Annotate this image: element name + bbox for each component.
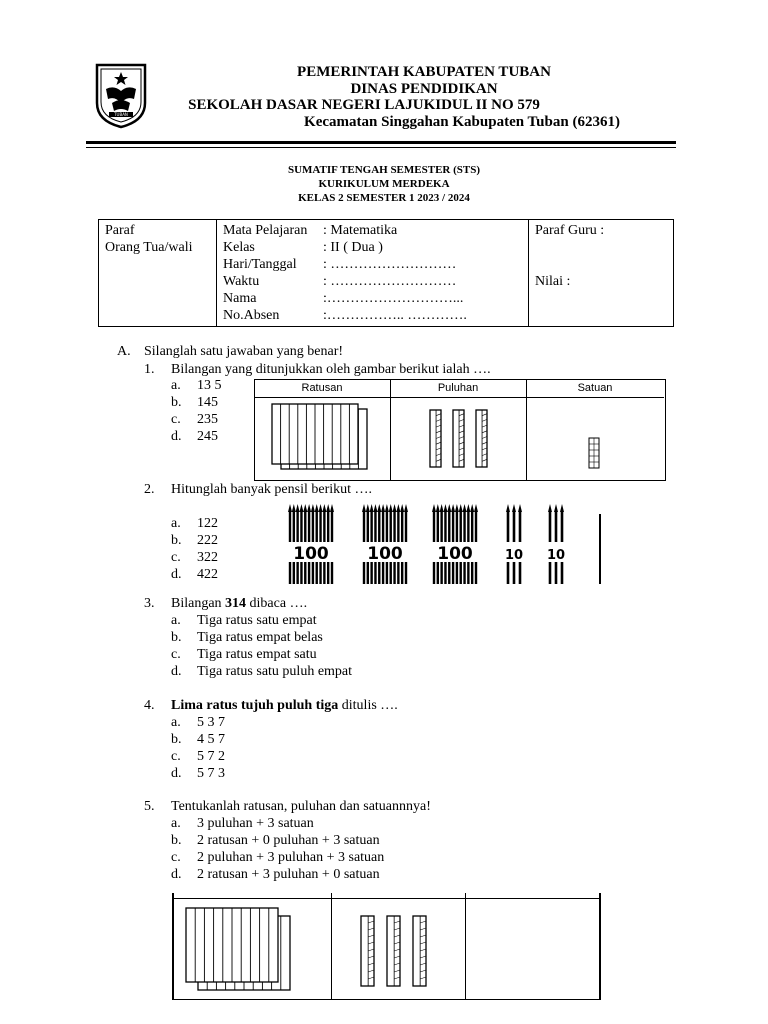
question-3-number: 3.	[144, 596, 155, 611]
header-rule-thin	[86, 147, 676, 148]
ten-rod-block	[476, 410, 487, 467]
question-4-text: Lima ratus tujuh puluh tiga ditulis ….	[171, 698, 398, 713]
q3-option-d[interactable]: d. Tiga ratus satu puluh empat	[171, 664, 353, 679]
question-5-text: Tentukanlah ratusan, puluhan dan satuannnya!	[171, 799, 431, 814]
parent-signature-label-2: Orang Tua/wali	[105, 240, 193, 255]
q1-header-puluhan: Puluhan	[437, 382, 479, 394]
exam-title: SUMATIF TENGAH SEMESTER (STS)	[287, 164, 481, 176]
q1-header-satuan: Satuan	[577, 382, 613, 394]
field-label-absen: No.Absen	[223, 308, 280, 323]
svg-text:TUBAN: TUBAN	[114, 112, 128, 117]
field-value-class: : II ( Dua )	[323, 240, 383, 255]
teacher-signature-label: Paraf Guru :	[535, 223, 605, 238]
student-info-table	[98, 219, 674, 327]
q5-option-c[interactable]: c. 2 puluhan + 3 puluhan + 3 satuan	[171, 850, 385, 865]
q2-option-c[interactable]: c. 322	[171, 550, 218, 565]
bundle-label: 10	[546, 548, 566, 563]
ten-rod-block	[413, 916, 426, 986]
q5-option-a[interactable]: a. 3 puluhan + 3 satuan	[171, 816, 314, 831]
header-school-name: SEKOLAH DASAR NEGERI LAJUKIDUL II NO 579	[188, 97, 540, 113]
header-government: PEMERINTAH KABUPATEN TUBAN	[297, 64, 551, 80]
q1-header-ratusan: Ratusan	[301, 382, 343, 394]
q2-option-d[interactable]: d. 422	[171, 567, 218, 582]
pencil-bundle-icon	[430, 504, 480, 584]
q5-figure-bottom-rule	[172, 999, 600, 1000]
q2-option-a[interactable]: a. 122	[171, 516, 218, 531]
ten-rod-block	[453, 410, 464, 467]
section-letter: A.	[117, 344, 131, 359]
class-semester-title: KELAS 2 SEMESTER 1 2023 / 2024	[298, 192, 470, 204]
q4-option-d[interactable]: d. 5 7 3	[171, 766, 225, 781]
ten-rod-block	[387, 916, 400, 986]
field-label-subject: Mata Pelajaran	[223, 223, 308, 238]
question-5-number: 5.	[144, 799, 155, 814]
parent-signature-cell	[99, 220, 217, 327]
pencil-bundle-icon	[360, 504, 410, 584]
q1-base-ten-blocks	[254, 398, 664, 480]
q1-option-a[interactable]: a. 13 5	[171, 378, 222, 393]
curriculum-title: KURIKULUM MERDEKA	[318, 178, 450, 190]
question-2-number: 2.	[144, 482, 155, 497]
bundle-label: 10	[504, 548, 524, 563]
field-value-date: : ………………………	[323, 257, 457, 272]
score-label: Nilai :	[535, 274, 571, 289]
header-department: DINAS PENDIDIKAN	[350, 81, 498, 97]
field-label-class: Kelas	[223, 240, 255, 255]
student-fields-cell	[217, 220, 529, 327]
pencil-bundle-icon	[546, 504, 566, 584]
parent-signature-label: Paraf	[105, 223, 135, 238]
field-value-time: : ………………………	[323, 274, 457, 289]
q4-option-c[interactable]: c. 5 7 2	[171, 749, 225, 764]
header-rule-thick	[86, 141, 676, 144]
bundle-label: 100	[437, 544, 473, 564]
q1-option-d[interactable]: d. 245	[171, 429, 218, 444]
q2-pencil-bundles-figure	[270, 500, 610, 586]
q3-option-a[interactable]: a. Tiga ratus satu empat	[171, 613, 317, 628]
q5-base-ten-blocks	[172, 898, 600, 999]
question-2-text: Hitunglah banyak pensil berikut ….	[171, 482, 373, 497]
q3-option-b[interactable]: b. Tiga ratus empat belas	[171, 630, 323, 645]
field-value-subject: : Matematika	[323, 223, 398, 238]
field-value-absen: :…………….. ………….	[323, 308, 467, 323]
q4-option-a[interactable]: a. 5 3 7	[171, 715, 225, 730]
field-label-time: Waktu	[223, 274, 260, 289]
section-instruction: Silanglah satu jawaban yang benar!	[144, 344, 344, 359]
teacher-cell	[529, 220, 674, 327]
field-label-date: Hari/Tanggal	[223, 257, 297, 272]
pencil-bundle-icon	[286, 504, 336, 584]
q2-option-b[interactable]: b. 222	[171, 533, 218, 548]
bundle-label: 100	[367, 544, 403, 564]
question-3-text: Bilangan 314 dibaca ….	[171, 596, 308, 611]
ten-rod-block	[361, 916, 374, 986]
q1-option-c[interactable]: c. 235	[171, 412, 218, 427]
q5-option-d[interactable]: d. 2 ratusan + 3 puluhan + 0 satuan	[171, 867, 380, 882]
question-1-text: Bilangan yang ditunjukkan oleh gambar berikut ialah ….	[171, 362, 491, 377]
pencil-bundle-icon	[504, 504, 524, 584]
header-address: Kecamatan Singgahan Kabupaten Tuban (62361)	[304, 114, 620, 130]
ten-rod-block	[430, 410, 441, 467]
question-1-number: 1.	[144, 362, 155, 377]
field-label-name: Nama	[223, 291, 257, 306]
field-value-name: :………………………...	[323, 291, 464, 306]
q1-option-b[interactable]: b. 145	[171, 395, 218, 410]
question-4-number: 4.	[144, 698, 155, 713]
q3-option-c[interactable]: c. Tiga ratus empat satu	[171, 647, 317, 662]
bundle-label: 100	[293, 544, 329, 564]
q5-option-b[interactable]: b. 2 ratusan + 0 puluhan + 3 satuan	[171, 833, 380, 848]
q4-option-b[interactable]: b. 4 5 7	[171, 732, 225, 747]
